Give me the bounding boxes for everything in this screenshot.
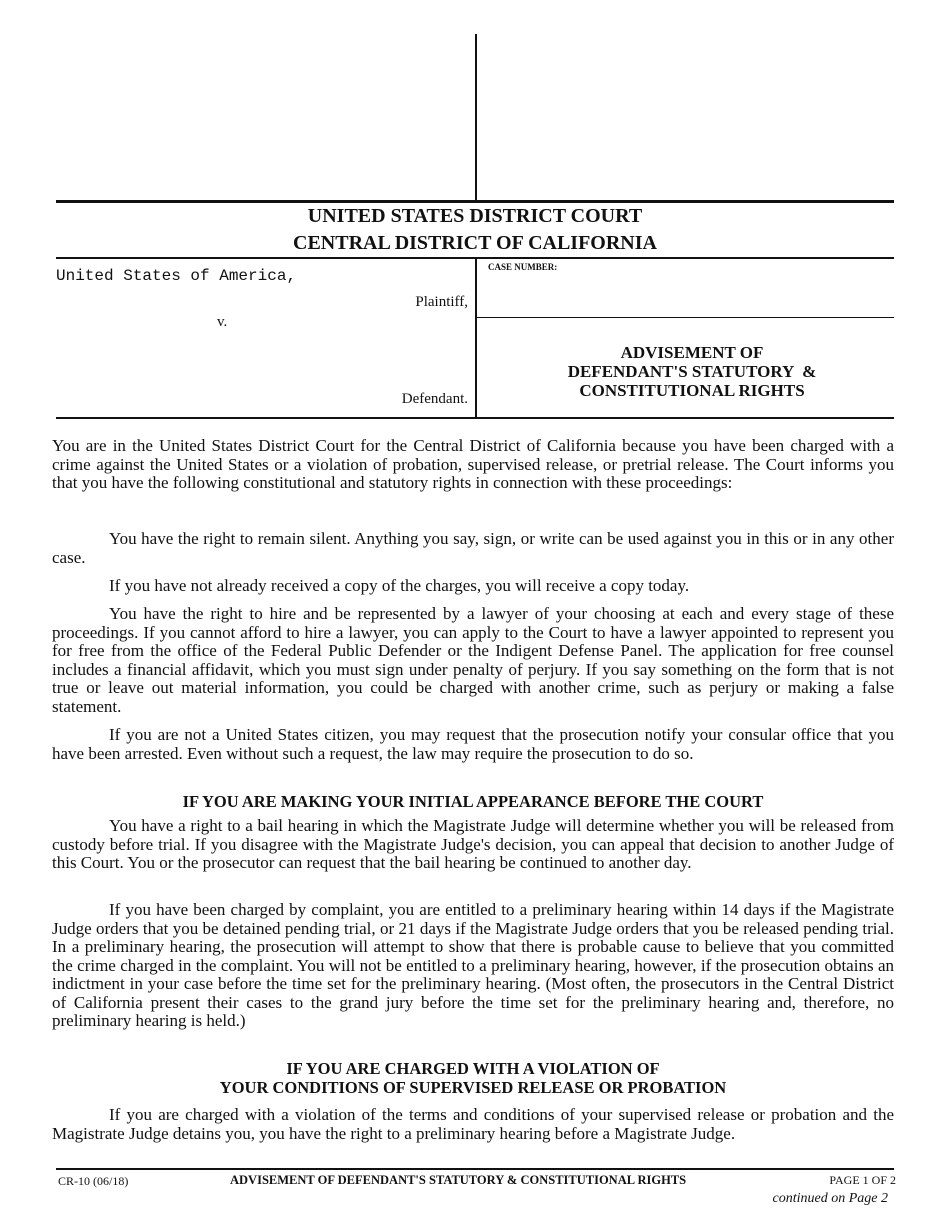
consular-notification-paragraph: If you are not a United States citizen, you may request that the prosecution notify your consular office that you have been arrested. Even without such a request, the law may require the prosecution to do so. bbox=[52, 725, 894, 763]
initial-appearance-heading: IF YOU ARE MAKING YOUR INITIAL APPEARANCE BEFORE THE COURT bbox=[182, 792, 764, 811]
case-number-rule bbox=[476, 317, 894, 318]
preliminary-hearing-paragraph: If you have been charged by complaint, you are entitled to a preliminary hearing within 14 days if the Magistrate Judge orders that you be detained pending trial, or 21 days if the Magistrate Judge orders that you be released pending trial. In a preliminary hearing, the prosecution will attempt to show that there is probable cause to believe that you committed the crime charged in the complaint. You will not be entitled to a preliminary hearing, however, if the prosecution obtains an indictment in your case before the time set for the preliminary hearing. (Most often, the prosecutors in the Central District of California present their cases to the grand jury before the time set for the preliminary hearing and, therefore, no preliminary hearing is held.) bbox=[52, 900, 894, 1030]
violation-heading bbox=[52, 1059, 894, 1097]
continued-note: continued on Page 2 bbox=[772, 1191, 888, 1206]
right-to-counsel-paragraph: You have the right to hire and be represented by a lawyer of your choosing at each and every stage of these proceedings. If you cannot afford to hire a lawyer, you can apply to the Court to have a lawyer appointed to represent you for free from the office of the Federal Public Defender or the Indigent Defense Panel. The application for free counsel includes a financial affidavit, which you must sign under penalty of perjury. If you say something on the form that is not true or leave out material information, you could be charged with another crime, such as perjury or making a false statement. bbox=[52, 604, 894, 716]
form-number: CR-10 (06/18) bbox=[58, 1174, 129, 1188]
case-number-field[interactable] bbox=[488, 278, 888, 312]
violation-paragraph: If you are charged with a violation of the terms and conditions of your supervised release or probation and the Magistrate Judge detains you, you have the right to a preliminary hearing before a Magistrate Judge. bbox=[52, 1105, 894, 1143]
right-to-silence-paragraph: You have the right to remain silent. Anything you say, sign, or write can be used against you in this or in any other case. bbox=[52, 529, 894, 567]
footer-rule bbox=[56, 1168, 894, 1170]
caption-bottom-rule bbox=[56, 417, 894, 419]
versus-label: v. bbox=[217, 314, 228, 330]
intro-paragraph: You are in the United States District Court for the Central District of California because you have been charged with a crime against the United States or a violation of probation, supervised release, or pretrial release. The Court informs you that you have the following constitutional and statutory rights in connection with these proceedings: bbox=[52, 436, 894, 492]
plaintiff-name: United States of America, bbox=[56, 267, 297, 285]
court-name-line1: UNITED STATES DISTRICT COURT bbox=[307, 205, 643, 227]
court-name bbox=[56, 203, 894, 257]
footer-title: ADVISEMENT OF DEFENDANT'S STATUTORY & CONSTITUTIONAL RIGHTS bbox=[230, 1173, 687, 1187]
document-title-line3: CONSTITUTIONAL RIGHTS bbox=[579, 381, 805, 400]
document-title-line2: DEFENDANT'S STATUTORY & bbox=[567, 362, 817, 381]
plaintiff-label: Plaintiff, bbox=[415, 294, 468, 310]
violation-heading-line1: IF YOU ARE CHARGED WITH A VIOLATION OF bbox=[286, 1059, 660, 1078]
header-vertical-divider bbox=[475, 34, 477, 201]
page-number: PAGE 1 OF 2 bbox=[829, 1173, 896, 1187]
document-title-line1: ADVISEMENT OF bbox=[620, 343, 764, 362]
document-title bbox=[476, 343, 908, 400]
copy-of-charges-paragraph: If you have not already received a copy of the charges, you will receive a copy today. bbox=[109, 576, 690, 595]
bail-hearing-paragraph: You have a right to a bail hearing in which the Magistrate Judge will determine whether you will be released from custody before trial. If you disagree with the Magistrate Judge's decision, you can appeal that decision to another Judge of this Court. You or the prosecutor can request that the bail hearing be continued to another day. bbox=[52, 816, 894, 872]
court-name-line2: CENTRAL DISTRICT OF CALIFORNIA bbox=[293, 232, 657, 254]
defendant-label: Defendant. bbox=[401, 391, 468, 407]
case-number-label: CASE NUMBER: bbox=[488, 262, 558, 272]
violation-heading-line2: YOUR CONDITIONS OF SUPERVISED RELEASE OR PROBATION bbox=[219, 1078, 727, 1097]
